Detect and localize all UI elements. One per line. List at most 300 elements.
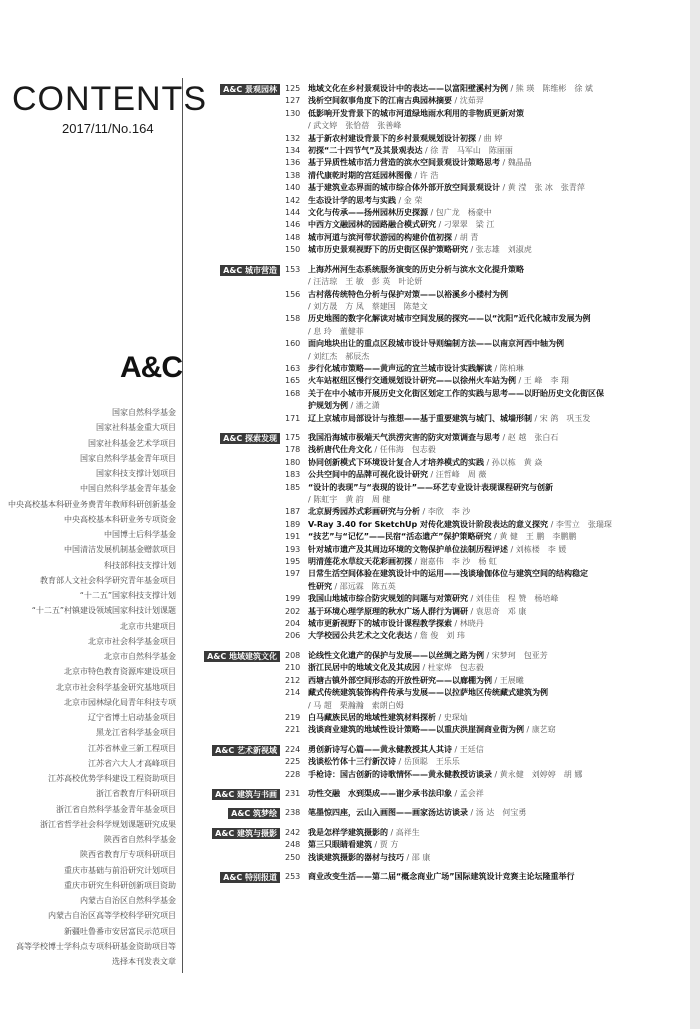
article-authors: 黄 滢 张 冰 张青萍 — [507, 183, 585, 193]
section-spacer — [0, 425, 690, 432]
author-separator: / — [492, 769, 500, 779]
fund-item: 教育部人文社会科学研究青年基金项目 — [40, 575, 176, 585]
article-title: 古村落传统特色分析与保护对策——以裕溪乡小楼村为例 — [308, 289, 508, 299]
article-authors: 高祥生 — [395, 827, 420, 837]
author-separator: / — [436, 220, 444, 230]
author-separator: / — [468, 606, 476, 616]
page-number: 204 — [285, 619, 301, 629]
author-separator: / — [468, 245, 476, 255]
toc-entry[interactable] — [0, 724, 690, 736]
toc-entry[interactable] — [0, 839, 690, 851]
toc-entry-continuation — [0, 400, 690, 412]
toc-entry[interactable] — [0, 556, 690, 568]
page-number: 210 — [285, 663, 301, 673]
toc-entry[interactable] — [0, 195, 690, 207]
author-separator: / — [396, 757, 404, 767]
article-authors: 贾 方 — [379, 840, 399, 850]
toc-entry[interactable] — [0, 133, 690, 145]
toc-entry[interactable] — [0, 457, 690, 469]
section-tag: A&C 景观园林 — [220, 84, 280, 95]
toc-entry[interactable] — [0, 83, 690, 95]
toc-entry[interactable] — [0, 95, 690, 107]
page-number: 165 — [285, 376, 301, 386]
toc-entry[interactable] — [0, 232, 690, 244]
author-separator: / — [548, 519, 556, 529]
author-separator: / — [412, 631, 420, 641]
fund-item: 浙江省哲学社会科学规划课题研究成果 — [40, 819, 176, 829]
fund-item: 江苏高校优势学科建设工程资助项目 — [48, 774, 176, 783]
article-title: 上海苏州河生态系统服务演变的历史分析与滨水文化提升策略 — [308, 264, 524, 274]
page-number: 130 — [285, 108, 301, 118]
section-tag: A&C 地域建筑文化 — [204, 651, 280, 662]
article-authors: 王 峰 李 翔 — [523, 376, 569, 386]
section-tag: A&C 特别报道 — [220, 872, 280, 883]
article-title: 初探“二十四节气”及其景观表达 — [308, 146, 423, 156]
article-authors: 杜家烨 包志毅 — [427, 663, 484, 673]
page-number: 132 — [285, 133, 301, 143]
article-authors: 孟会祥 — [459, 788, 484, 798]
author-separator: / — [412, 170, 420, 180]
toc-entry[interactable] — [0, 807, 690, 819]
article-title: 功性交融 水到渠成——谢少承书法印象 — [308, 788, 452, 798]
fund-item: 国家社科基金艺术学项目 — [88, 438, 176, 448]
toc-entry[interactable] — [0, 544, 690, 556]
toc-entry[interactable] — [0, 157, 690, 169]
section-spacer — [0, 864, 690, 871]
toc-entry[interactable] — [0, 519, 690, 531]
page-number: 168 — [285, 388, 301, 398]
article-authors: 汪洁琼 王 敏 彭 英 叶论妍 — [313, 277, 423, 287]
article-authors: 胡 青 — [459, 232, 479, 242]
toc-entry[interactable] — [0, 469, 690, 481]
fund-item: 浙江省自然科学基金青年基金项目 — [56, 804, 176, 814]
article-authors: 任伟海 包志毅 — [379, 445, 436, 455]
toc-entry[interactable] — [0, 413, 690, 425]
article-authors: 黄 健 王 鹏 李鹏鹏 — [499, 532, 577, 542]
author-separator: / — [452, 744, 460, 754]
article-title: 清代康乾时期的宫廷园林图像 — [308, 170, 412, 180]
article-title: 勇创新诗写心篇——黄永健教授其人其诗 — [308, 744, 452, 754]
article-title: 基于建筑业态界面的城市综合体外部开放空间景观设计 — [308, 183, 500, 193]
page-number: 183 — [285, 470, 301, 480]
page-number: 171 — [285, 413, 301, 423]
article-title: “设计的表现”与“表现的设计”——环艺专业设计表现课程研究与创新 — [308, 482, 554, 492]
fund-item: 重庆市研究生科研创新项目资助 — [64, 880, 176, 890]
article-authors: 王展曦 — [499, 675, 524, 685]
fund-item: 内蒙古自治区高等学校科学研究项目 — [48, 911, 176, 921]
fund-item: 陕西省自然科学基金 — [104, 835, 176, 844]
article-authors: 息 玲 董健菲 — [313, 326, 364, 336]
toc-sections — [0, 83, 690, 883]
toc-entry[interactable] — [0, 650, 690, 662]
article-title: 浙江民居中的地域文化及其成因 — [308, 663, 420, 673]
page-number: 214 — [285, 688, 301, 698]
article-authors: 邵 康 — [411, 852, 431, 862]
author-separator: / — [452, 232, 460, 242]
toc-entry[interactable] — [0, 145, 690, 157]
article-title: 我国沿海城市极端天气洪涝灾害的防灾对策调查与思考 — [308, 432, 500, 442]
article-authors: 魏晶晶 — [507, 158, 532, 168]
author-separator: / — [484, 650, 492, 660]
article-authors: 袁思奇 邓 康 — [475, 606, 527, 616]
page-number: 189 — [285, 519, 301, 529]
page-number: 225 — [285, 757, 301, 767]
fund-item: 内蒙古自治区自然科学基金 — [80, 896, 176, 905]
article-title: 城市河道与滨河带状游园的构建价值初探 — [308, 232, 452, 242]
toc-section — [0, 432, 690, 643]
fund-item: 国家自然科学基金青年项目 — [80, 453, 176, 463]
article-title: 浅谈商业建筑的地域性设计策略——以重庆洪崖洞商业街为例 — [308, 725, 524, 735]
article-title: 低影响开发背景下的城市河道绿地雨水利用的非物质更新对策 — [308, 108, 524, 118]
fund-item: 浙江省教育厅科研项目 — [96, 789, 176, 799]
toc-section — [0, 83, 690, 257]
toc-entry[interactable] — [0, 363, 690, 375]
toc-entry[interactable] — [0, 827, 690, 839]
article-title: 协同创新模式下环境设计复合人才培养模式的实践 — [308, 457, 484, 467]
toc-entry-continuation — [0, 700, 690, 712]
section-tag: A&C 艺术新视域 — [212, 745, 280, 756]
fund-item: 中央高校基本科研业务专项资金 — [64, 514, 176, 524]
article-title: 中西方文融园林的园路融合模式研究 — [308, 220, 436, 230]
toc-entry[interactable] — [0, 313, 690, 325]
page-number: 138 — [285, 170, 301, 180]
article-title: 明清莲花水草纹天花彩画初探 — [308, 557, 412, 567]
author-separator: / — [452, 96, 460, 106]
fund-item: 辽宁省博士启动基金项目 — [88, 713, 176, 722]
page-number: 202 — [285, 606, 301, 616]
toc-entry[interactable] — [0, 338, 690, 350]
author-separator: / — [308, 121, 314, 131]
article-authors: 沈茹羿 — [459, 96, 484, 106]
fund-item: 中央高校基本科研业务费青年教师科研创新基金 — [8, 499, 176, 509]
page-number: 206 — [285, 631, 301, 641]
toc-entry-continuation — [0, 494, 690, 506]
article-authors: 熊 瑛 陈维彬 徐 斌 — [515, 84, 593, 93]
toc-entry[interactable] — [0, 871, 690, 883]
article-authors: 王廷信 — [459, 744, 484, 754]
article-authors: 刘方晟 方 凤 蔡建国 陈楚文 — [313, 301, 428, 311]
fund-item: 陕西省教育厅专项科研项目 — [80, 850, 176, 860]
article-title: 公共空间中的品牌可视化设计研究 — [308, 470, 428, 480]
fund-item: 北京市特色教育资源库建设项目 — [64, 667, 176, 677]
article-title: 大学校园公共艺术之文化表达 — [308, 631, 412, 641]
toc-entry-continuation — [0, 351, 690, 363]
issue-number: 2017/11/No.164 — [62, 121, 154, 136]
fund-item: 北京市社会科学基金研究基地项目 — [56, 682, 176, 692]
article-authors: 岳顶聪 王乐乐 — [403, 757, 460, 767]
fund-item: 高等学校博士学科点专项科研基金资助项目等 — [16, 941, 176, 951]
article-title: 关于在中小城市开展历史文化街区划定工作的实践与思考——以盱眙历史文化街区保 — [308, 388, 604, 398]
page-number: 125 — [285, 84, 301, 93]
fund-item: 选择本刊发表文章 — [112, 957, 176, 966]
toc-entry[interactable] — [0, 482, 690, 494]
author-separator: / — [428, 208, 436, 218]
toc-entry-continuation — [0, 301, 690, 313]
author-separator: / — [420, 663, 428, 673]
article-title: 浅析空间叙事角度下的江南古典园林摘要 — [308, 96, 452, 106]
article-authors: 金 荣 — [403, 195, 423, 205]
author-separator: / — [308, 495, 314, 504]
page-number: 228 — [285, 769, 301, 779]
toc-section — [0, 807, 690, 819]
author-separator: / — [468, 808, 476, 818]
author-separator: / — [500, 158, 508, 168]
page-number: 146 — [285, 220, 301, 230]
article-title: “技艺”与“记忆”——民宿“活态遗产”保护策略研究 — [308, 532, 492, 542]
article-authors: 汪哲峰 周 薇 — [435, 470, 487, 480]
toc-section — [0, 744, 690, 781]
article-title: 历史地图的数字化解读对城市空间发展的探究——以“沈阳”近代化城市发展为例 — [308, 314, 591, 324]
article-authors: 刘佳佳 程 赞 杨培峰 — [475, 594, 559, 604]
article-title: 笔墨惊四座，云山入画图——画家汤达访谈录 — [308, 808, 468, 818]
fund-item: 科技部科技支撑计划 — [104, 560, 176, 570]
article-authors: 陈虹宇 黄 韵 周 健 — [313, 495, 391, 504]
article-title: 第三只眼睛看建筑 — [308, 840, 372, 850]
toc-entry[interactable] — [0, 852, 690, 864]
article-authors: 康艺窈 — [531, 725, 556, 735]
article-title: 浅谈建筑摄影的器材与技巧 — [308, 852, 404, 862]
toc-entry[interactable] — [0, 506, 690, 518]
author-separator: / — [412, 557, 420, 567]
fund-item: 中国博士后科学基金 — [104, 530, 176, 539]
fund-item: 北京市园林绿化局青年科技专项 — [64, 697, 176, 707]
section-spacer — [0, 737, 690, 744]
toc-entry[interactable] — [0, 756, 690, 768]
toc-entry[interactable] — [0, 182, 690, 194]
page-number: 158 — [285, 314, 301, 324]
page-number: 185 — [285, 482, 301, 492]
author-separator: / — [532, 413, 540, 423]
fund-item: “十二五”国家科技支撑计划 — [79, 591, 176, 600]
article-title: 北京厨秀园苏式彩画研究与分析 — [308, 507, 420, 517]
toc-entry[interactable] — [0, 712, 690, 724]
article-authors: 黄永健 刘婷婷 胡 娜 — [499, 769, 583, 779]
author-separator: / — [420, 507, 428, 517]
article-title: 我是怎样学建筑摄影的 — [308, 827, 388, 837]
toc-entry[interactable] — [0, 606, 690, 618]
toc-entry[interactable] — [0, 444, 690, 456]
toc-entry[interactable] — [0, 375, 690, 387]
fund-item: “十二五”村镇建设领域国家科技计划课题 — [31, 606, 176, 616]
page-number: 156 — [285, 289, 301, 299]
author-separator: / — [492, 675, 500, 685]
fund-item: 黑龙江省科学基金项目 — [96, 728, 176, 738]
article-title: V-Ray 3.40 for SketchUp 对传化建筑设计阶段表达的意义探究 — [308, 519, 549, 529]
toc-entry[interactable] — [0, 264, 690, 276]
author-separator: / — [428, 470, 436, 480]
page-number: 180 — [285, 457, 301, 467]
fund-item: 北京市自然科学基金 — [104, 652, 176, 661]
page-number: 175 — [285, 432, 301, 442]
author-separator: / — [308, 301, 314, 311]
page-number: 195 — [285, 557, 301, 567]
article-title: 商业改变生活——第二届“概念商业广场”国际建筑设计竞赛主论坛隆重举行 — [308, 871, 575, 881]
page-number: 193 — [285, 544, 301, 554]
article-title: 地域文化在乡村景观设计中的表达——以富阳壁溪村为例 — [308, 84, 508, 93]
article-authors: 林晓丹 — [459, 619, 484, 629]
page-number: 153 — [285, 264, 301, 274]
toc-entry[interactable] — [0, 432, 690, 444]
page-number: 238 — [285, 808, 301, 818]
page-number: 127 — [285, 96, 301, 106]
page-number: 144 — [285, 208, 301, 218]
author-separator: / — [492, 363, 500, 373]
toc-entry[interactable] — [0, 108, 690, 120]
page-number: 150 — [285, 245, 301, 255]
page-number: 178 — [285, 445, 301, 455]
article-authors: 马 超 栗瀚瀚 索朗白姆 — [313, 700, 404, 710]
author-separator: / — [404, 852, 412, 862]
author-separator: / — [524, 725, 532, 735]
toc-entry[interactable] — [0, 388, 690, 400]
section-spacer — [0, 800, 690, 807]
fund-item: 江苏省林业三新工程项目 — [88, 743, 176, 753]
article-authors: 谢嘉伟 李 沙 杨 虹 — [419, 557, 497, 567]
article-authors: 武文婷 张恰蓓 张善峰 — [313, 121, 402, 131]
toc-entry[interactable] — [0, 618, 690, 630]
article-title: 火车站枢纽区慢行交通规划设计研究——以徐州火车站为例 — [308, 376, 516, 386]
article-authors: 宋梦珂 包亚芳 — [491, 650, 548, 660]
toc-entry[interactable] — [0, 219, 690, 231]
author-separator: / — [500, 183, 508, 193]
page-number: 134 — [285, 146, 301, 156]
article-authors: 刘栋楼 李 媛 — [515, 544, 567, 554]
author-separator: / — [388, 827, 396, 837]
author-separator: / — [308, 700, 314, 710]
article-authors: 赵 越 张白石 — [507, 432, 559, 442]
article-title: 文化与传承——扬州园林历史探源 — [308, 208, 428, 218]
toc-entry[interactable] — [0, 744, 690, 756]
article-title: 藏式传统建筑装饰构件传承与发展——以拉萨地区传统藏式建筑为例 — [308, 688, 548, 698]
article-title: 基于异质性城市活力营造的滨水空间景观设计策略思考 — [308, 158, 500, 168]
toc-entry[interactable] — [0, 687, 690, 699]
article-authors: 刁翠翠 梁 江 — [443, 220, 495, 230]
article-title: 针对城市遗产及其周边环境的文物保护单位法制历程评述 — [308, 544, 508, 554]
page-title: CONTENTS — [12, 80, 207, 118]
author-separator: / — [508, 84, 516, 93]
page-number: 191 — [285, 532, 301, 542]
article-title: 浅谈松竹体十三行新汉诗 — [308, 757, 396, 767]
toc-entry[interactable] — [0, 244, 690, 256]
article-title: 我国山地城市综合防灾规划的问题与对策研究 — [308, 594, 468, 604]
article-title: 生态设计学的思考与实践 — [308, 195, 396, 205]
author-separator: / — [491, 532, 500, 542]
article-title: 日常生活空间体验在建筑设计中的运用——浅谈瑜伽体位与建筑空间的结构稳定 — [308, 569, 588, 579]
article-title: 城市更新视野下的城市设计课程教学探索 — [308, 619, 452, 629]
author-separator: / — [476, 133, 484, 143]
fund-item: 北京市社会科学基金项目 — [88, 636, 176, 646]
article-title-continued: 护规划为例 — [308, 401, 348, 411]
section-spacer — [0, 820, 690, 827]
page-number: 148 — [285, 232, 301, 242]
article-title: 辽上京城市局部设计与推想——基于重要建筑与城门、城墙形制 — [308, 413, 532, 423]
author-separator: / — [516, 376, 524, 386]
article-authors: 潘之潇 — [355, 401, 380, 411]
toc-section — [0, 788, 690, 800]
article-authors: 宋 鸽 巩玉发 — [539, 413, 591, 423]
article-title-continued: 性研究 — [308, 581, 332, 591]
page-number: 212 — [285, 675, 301, 685]
article-title: 西塘古镇外部空间形态的开放性研究——以廊棚为例 — [308, 675, 492, 685]
article-title: 手枪诗：国古创新的诗歌情怀——黄永健教授访谈录 — [308, 769, 492, 779]
page-number: 140 — [285, 183, 301, 193]
toc-entry[interactable] — [0, 531, 690, 543]
page-number: 136 — [285, 158, 301, 168]
toc-entry[interactable] — [0, 207, 690, 219]
section-spacer — [0, 781, 690, 788]
author-separator: / — [372, 840, 380, 850]
toc-section — [0, 827, 690, 864]
article-authors: 张志雄 刘淑虎 — [475, 245, 532, 255]
fund-item: 中国清洁发展机制基金赠款项目 — [64, 545, 176, 555]
author-separator: / — [422, 146, 431, 156]
page-edge — [690, 0, 700, 1029]
article-authors: 詹 俊 刘 玮 — [419, 631, 465, 641]
article-authors: 曲 婷 — [483, 133, 503, 143]
toc-entry[interactable] — [0, 289, 690, 301]
fund-item: 北京市共建项目 — [120, 621, 176, 631]
author-separator: / — [396, 195, 404, 205]
toc-entry[interactable] — [0, 675, 690, 687]
page-number: 250 — [285, 852, 301, 862]
toc-entry[interactable] — [0, 593, 690, 605]
section-tag: A&C 筑梦绘 — [228, 808, 280, 819]
article-authors: 李雪立 张瑞琛 — [555, 519, 612, 529]
author-separator: / — [452, 619, 460, 629]
toc-section — [0, 264, 690, 425]
section-spacer — [0, 643, 690, 650]
author-separator: / — [308, 351, 314, 361]
toc-entry[interactable] — [0, 788, 690, 800]
section-spacer — [0, 257, 690, 264]
toc-entry[interactable] — [0, 170, 690, 182]
article-title: 步行化城市策略——黄声远的宜兰城市设计实践解读 — [308, 363, 492, 373]
article-title: 面向地块出让的重点区段城市设计导则编制方法——以南京河西中轴为例 — [308, 339, 564, 349]
author-separator: / — [452, 788, 460, 798]
article-title: 城市历史景观视野下的历史街区保护策略研究 — [308, 245, 468, 255]
toc-entry-continuation — [0, 120, 690, 132]
page-number: 219 — [285, 712, 301, 722]
author-separator: / — [436, 712, 444, 722]
author-separator: / — [308, 326, 314, 336]
section-tag: A&C 建筑与书画 — [212, 789, 280, 800]
author-separator: / — [372, 445, 380, 455]
page-number: 208 — [285, 650, 301, 660]
page-number: 160 — [285, 339, 301, 349]
author-separator: / — [468, 594, 476, 604]
article-authors: 许 浩 — [419, 170, 439, 180]
fund-item: 江苏省六大人才高峰项目 — [88, 758, 176, 768]
article-authors: 徐 青 马军山 陈丽丽 — [430, 146, 513, 156]
author-separator: / — [508, 544, 516, 554]
toc-entry[interactable] — [0, 662, 690, 674]
toc-entry[interactable] — [0, 568, 690, 580]
toc-entry-continuation — [0, 276, 690, 288]
article-title: 论线性文化遗产的保护与发展——以丝绸之路为例 — [308, 650, 484, 660]
page-number: 197 — [285, 569, 301, 579]
author-separator: / — [500, 432, 508, 442]
page-number: 242 — [285, 827, 301, 837]
article-title: 白马藏族民居的地域性建筑材料探析 — [308, 712, 436, 722]
toc-entry-continuation — [0, 581, 690, 593]
toc-entry[interactable] — [0, 769, 690, 781]
page-number: 231 — [285, 788, 301, 798]
toc-entry-continuation — [0, 326, 690, 338]
article-authors: 孙以栋 黄 焱 — [491, 457, 543, 467]
page-number: 199 — [285, 594, 301, 604]
page-number: 248 — [285, 840, 301, 850]
toc-entry[interactable] — [0, 630, 690, 642]
